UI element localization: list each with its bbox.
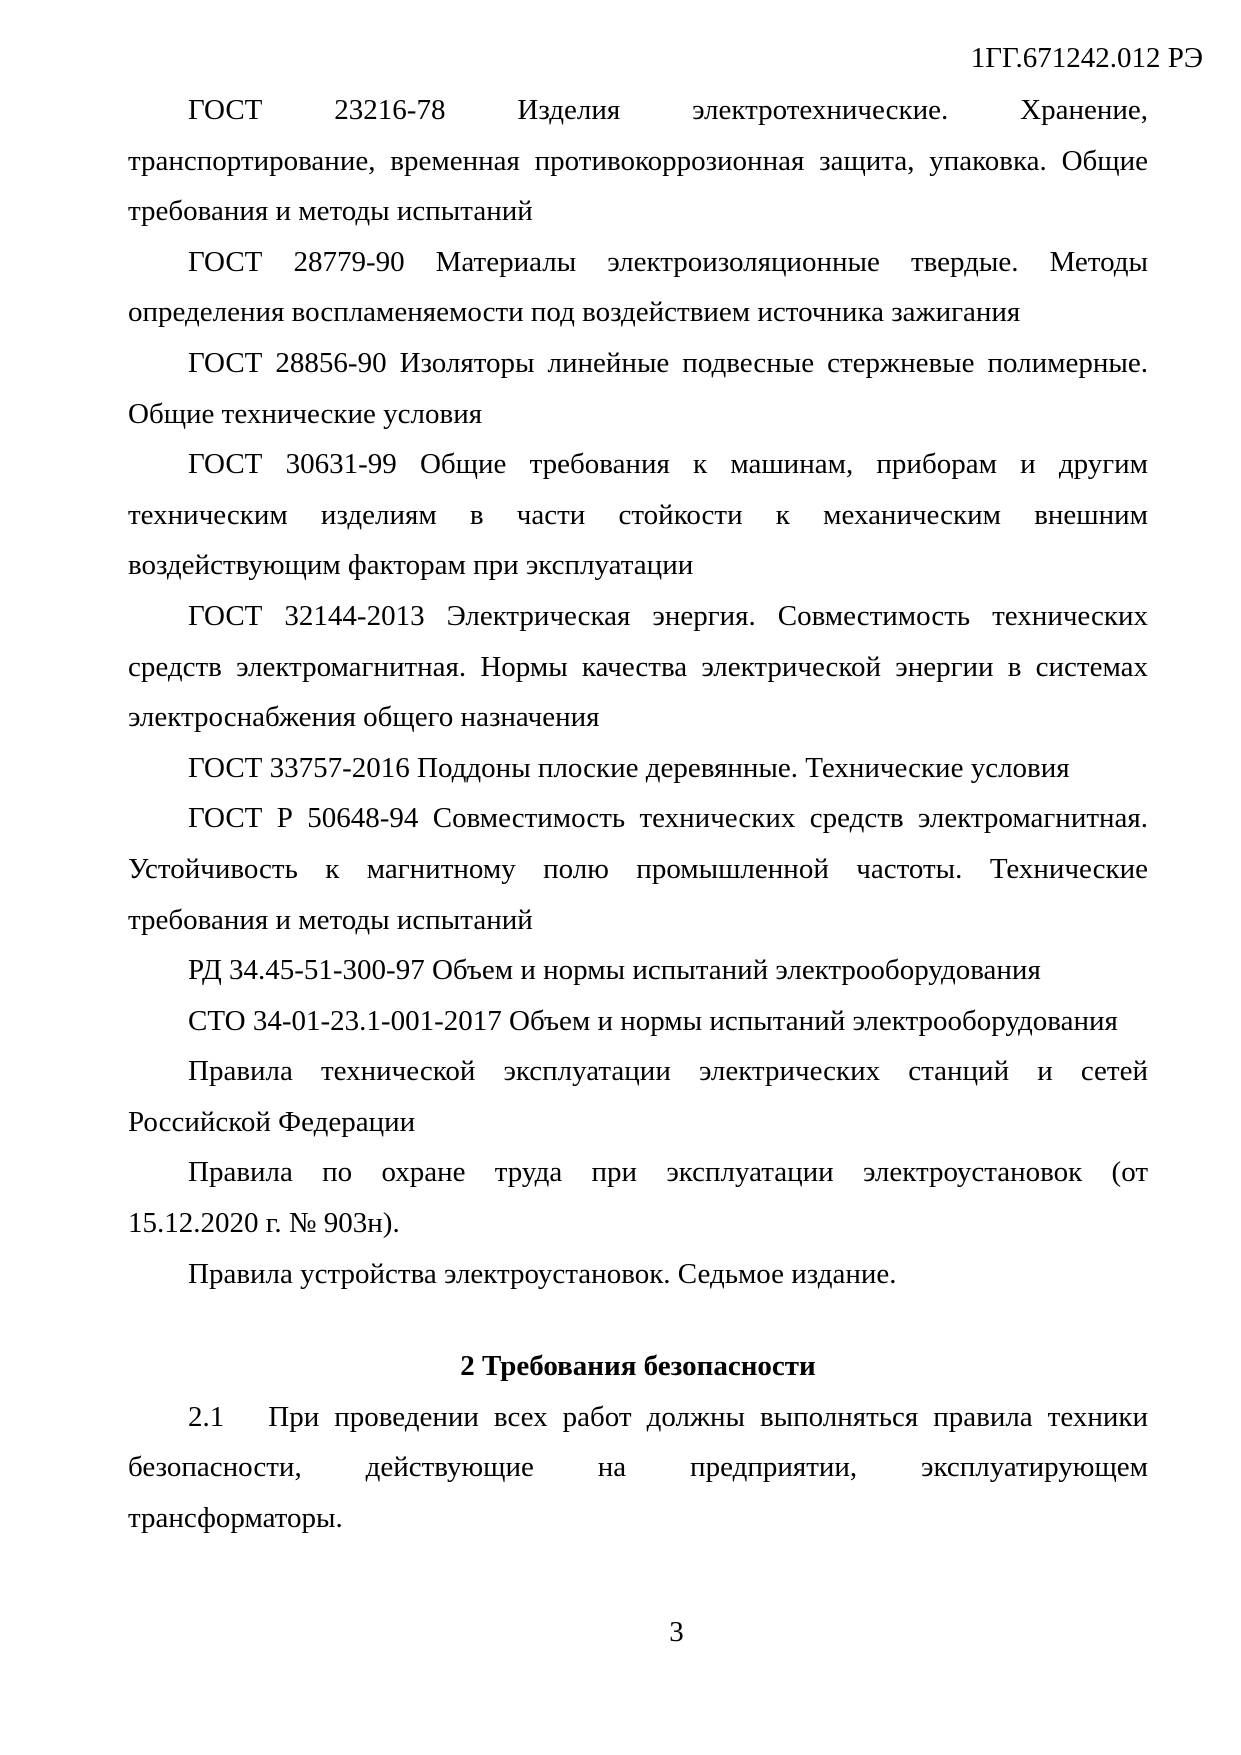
paragraph	[128, 1147, 1148, 1248]
document-body	[128, 85, 1148, 1544]
paragraph	[128, 945, 1148, 996]
text-line: Правила устройства электроустановок. Седьмое издание.	[188, 1257, 897, 1290]
text-line: ГОСТ Р 50648-94 Совместимость технических средств электромагнитная.	[188, 802, 1148, 835]
text-line: ГОСТ 28779-90 Материалы электроизоляционные твердые. Методы	[188, 245, 1148, 278]
document-code-header: 1ГГ.671242.012 РЭ	[970, 42, 1203, 74]
text-line: ГОСТ 30631-99 Общие требования к машинам, приборам и другим	[188, 448, 1148, 481]
text-line: 2.1 При проведении всех работ должны выполняться правила техники	[188, 1400, 1148, 1433]
text-line: ГОСТ 33757-2016 Поддоны плоские деревянные. Технические условия	[188, 751, 1070, 784]
text-line: требования и методы испытаний	[128, 195, 533, 228]
text-line: средств электромагнитная. Нормы качества электрической энергии в системах	[128, 650, 1148, 683]
text-line: Устойчивость к магнитному полю промышленной частоты. Технические	[128, 852, 1148, 885]
paragraph	[128, 996, 1148, 1047]
paragraph	[128, 1046, 1148, 1147]
text-line: определения воспламеняемости под воздействием источника зажигания	[128, 296, 1021, 329]
paragraph	[128, 591, 1148, 743]
page-number: 3	[669, 1616, 684, 1648]
text-line: ГОСТ 28856-90 Изоляторы линейные подвесные стержневые полимерные.	[188, 346, 1148, 379]
paragraph	[128, 237, 1148, 338]
text-line: Правила по охране труда при эксплуатации электроустановок (от	[188, 1156, 1148, 1189]
paragraph	[128, 793, 1148, 945]
section-heading: 2 Требования безопасности	[460, 1350, 816, 1383]
text-line: ГОСТ 23216-78 Изделия электротехнические. Хранение,	[188, 94, 1148, 126]
text-line: Правила технической эксплуатации электрических станций и сетей	[188, 1055, 1148, 1088]
paragraph	[128, 85, 1148, 237]
text-line: электроснабжения общего назначения	[128, 701, 600, 734]
text-line: безопасности, действующие на предприятии, эксплуатирующем	[128, 1451, 1148, 1484]
text-line: техническим изделиям в части стойкости к механическим внешним	[128, 498, 1148, 531]
text-line: требования и методы испытаний	[128, 903, 533, 936]
text-line: транспортирование, временная противокоррозионная защита, упаковка. Общие	[128, 144, 1148, 177]
text-line: воздействующим факторам при эксплуатации	[128, 549, 694, 582]
text-line: ГОСТ 32144-2013 Электрическая энергия. Совместимость технических	[188, 599, 1148, 632]
text-line: трансформаторы.	[128, 1502, 343, 1535]
paragraph	[128, 439, 1148, 591]
paragraph	[128, 338, 1148, 439]
text-line: 15.12.2020 г. № 903н).	[128, 1207, 400, 1240]
text-line: СТО 34-01-23.1-001-2017 Объем и нормы испытаний электрооборудования	[188, 1004, 1118, 1037]
paragraph	[128, 1392, 1148, 1544]
text-line: РД 34.45-51-300-97 Объем и нормы испытаний электрооборудования	[188, 954, 1041, 987]
paragraph	[128, 743, 1148, 794]
paragraph	[128, 1249, 1148, 1300]
text-line: Общие технические условия	[128, 397, 483, 430]
text-line: Российской Федерации	[128, 1105, 416, 1138]
